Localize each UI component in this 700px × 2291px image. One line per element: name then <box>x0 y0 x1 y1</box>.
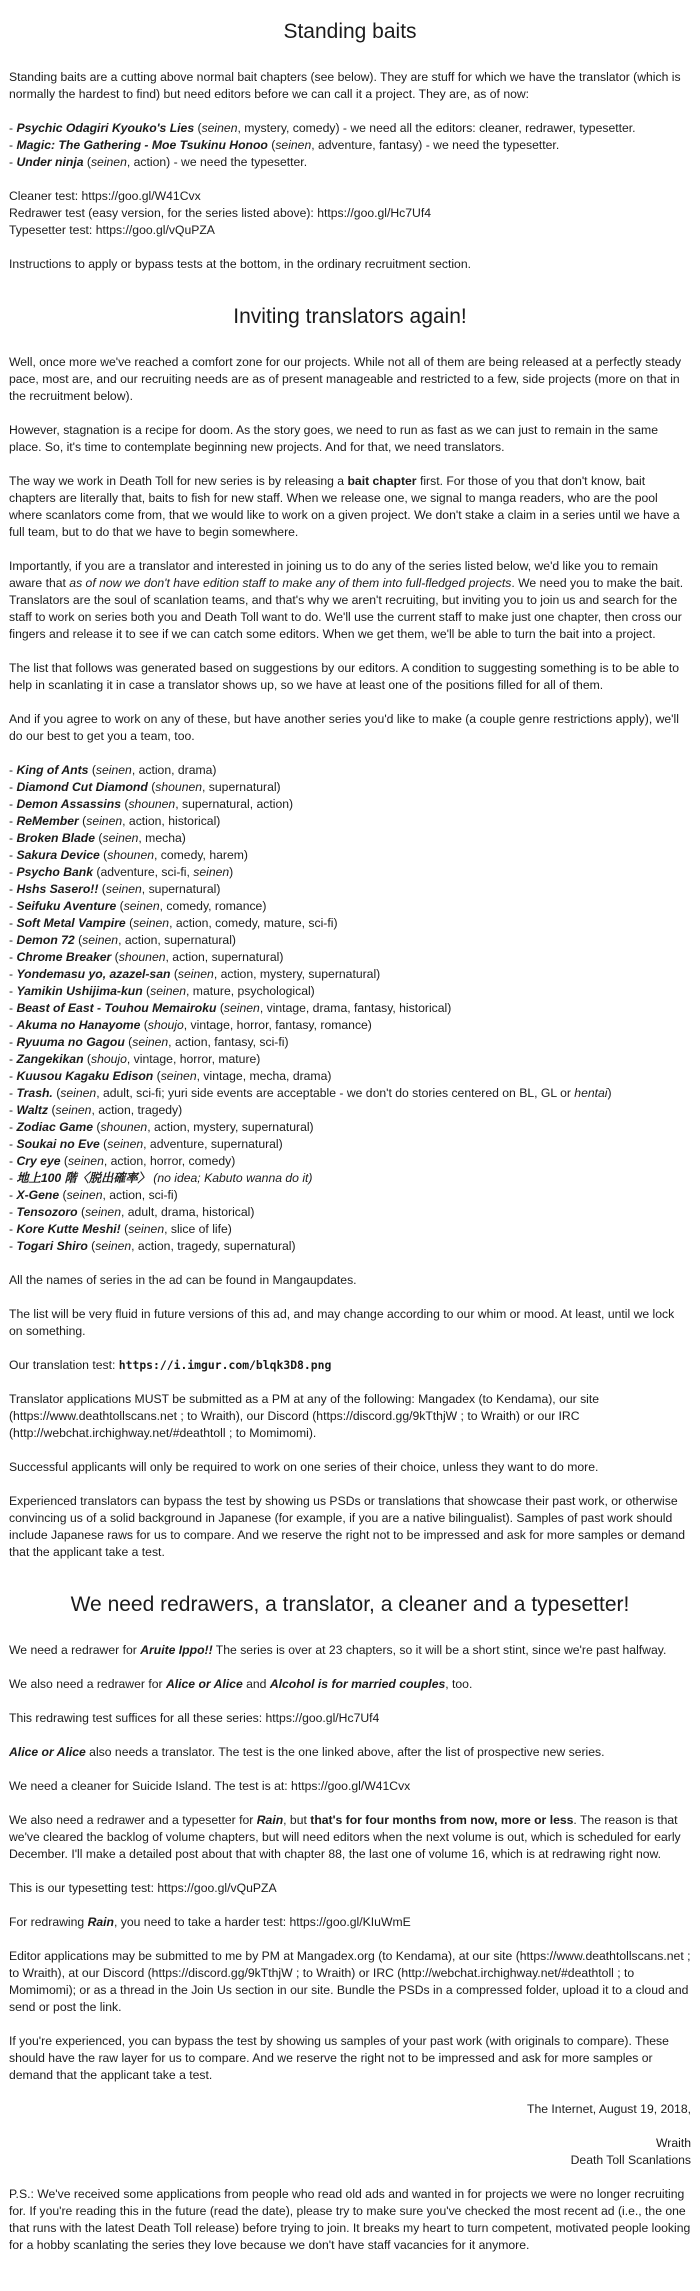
text-run: seinen <box>133 916 170 930</box>
text-run: - <box>9 916 17 930</box>
text-run: seinen <box>123 899 160 913</box>
url-text: https://i.imgur.com/blqk3D8.png <box>118 1358 332 1372</box>
series-list-item <box>9 983 691 1000</box>
series-list-item <box>9 1085 691 1102</box>
text-run: ( <box>83 1052 91 1066</box>
text-run: Death Toll Scanlations <box>570 2153 691 2167</box>
url-text: Redrawer test (easy version, for the series listed above): https://goo.gl/Hc7Uf4 <box>9 206 432 220</box>
series-title: Under ninja <box>16 155 84 169</box>
series-list-item <box>9 796 691 813</box>
text-run: , supernatural) <box>202 780 281 794</box>
text-run: , action, mystery, supernatural) <box>147 1120 314 1134</box>
text-run: - <box>9 933 17 947</box>
series-list-item <box>9 1017 691 1034</box>
series-list-item <box>9 898 691 915</box>
text-run: - <box>9 1035 17 1049</box>
text-run: Translator applications MUST be submitted as a PM at any of the following: Mangadex (to Kendama), our site (https://www.deathtollscans.net ; to Wraith), our Discord (https://discord.gg/9kTthjW ; to Wraith) or our IRC (http://webchat.irchighway.net/#deathtoll ; to Momimomi). <box>9 1392 600 1440</box>
text-run: bait chapter <box>347 474 417 488</box>
text-run: ( <box>267 138 276 152</box>
text-run: , vintage, horror, fantasy, romance) <box>183 1018 372 1032</box>
series-title: Demon Assassins <box>16 797 121 811</box>
series-list-item <box>9 915 691 932</box>
series-title: Rain <box>87 1915 114 1929</box>
text-run: - <box>9 848 17 862</box>
text-run: seinen <box>193 865 230 879</box>
text-run: - <box>9 865 17 879</box>
series-title: Magic: The Gathering - Moe Tsukinu Honoo <box>16 138 268 152</box>
series-title: Sakura Device <box>16 848 100 862</box>
text-run: , action, historical) <box>122 814 221 828</box>
text-run: Experienced translators can bypass the test by showing us PSDs or translations that showcase their past work, or otherwise convincing us of a solid background in Japanese (for example, if you are a native bilingualist). Samples of past work should include Japanese raws for us to compare. And we reserve the right not to be impressed and ask for more samples or demand that the applicant take a test. <box>9 1494 686 1559</box>
text-run: , too. <box>445 1677 473 1691</box>
text-run: , action, mystery, supernatural) <box>213 967 381 981</box>
paragraph-standing-baits-intro <box>9 69 691 103</box>
text-run: Importantly, if you are a translator and interested in joining us to do any of the series listed below, we'd like you to remain aware that <box>9 559 659 590</box>
series-title: Zangekikan <box>16 1052 84 1066</box>
series-title: Diamond Cut Diamond <box>16 780 148 794</box>
text-run: , action, horror, comedy) <box>103 1154 236 1168</box>
paragraph-bait-chapter-explain <box>9 473 691 541</box>
text-run: , supernatural, action) <box>175 797 294 811</box>
text-run: (no idea; Kabuto wanna do it) <box>153 1171 313 1185</box>
paragraph-translator-applications <box>9 1391 691 1442</box>
text-run: , action, drama) <box>131 763 217 777</box>
text-run: ( <box>111 950 119 964</box>
text-run: , mature, psychological) <box>186 984 315 998</box>
text-run: shoujo <box>147 1018 184 1032</box>
series-title: Alice or Alice <box>165 1677 243 1691</box>
text-run: - <box>9 814 17 828</box>
text-run: ( <box>99 1137 108 1151</box>
text-run: seinen <box>160 1069 197 1083</box>
paragraph-alice-alcohol <box>9 1676 691 1693</box>
paragraph-one-series <box>9 1459 691 1476</box>
series-title: Zodiac Game <box>16 1120 93 1134</box>
paragraph-rain <box>9 1812 691 1863</box>
series-list-item <box>9 1068 691 1085</box>
text-run: that's for four months from now, more or less <box>310 1813 574 1827</box>
series-title: Soukai no Eve <box>16 1137 100 1151</box>
text-run: , vintage, mecha, drama) <box>196 1069 332 1083</box>
text-run: ( <box>116 899 124 913</box>
text-run: Standing baits <box>283 20 417 43</box>
paragraph-gap <box>9 1255 691 1272</box>
text-run: seinen <box>90 155 127 169</box>
series-list-item <box>9 1034 691 1051</box>
text-run: - <box>9 1018 17 1032</box>
text-run: seinen <box>82 933 119 947</box>
text-run: The series is over at 23 chapters, so it will be a short stint, since we're past halfway. <box>212 1643 667 1657</box>
text-run: All the names of series in the ad can be found in Mangaupdates. <box>9 1273 357 1287</box>
series-title: Cry eye <box>16 1154 61 1168</box>
text-run: ( <box>142 984 151 998</box>
text-run: ( <box>121 797 129 811</box>
series-list-item <box>9 1221 691 1238</box>
paragraph-aruite-ippo <box>9 1642 691 1659</box>
text-run: We also need a redrawer and a typesetter for <box>9 1813 257 1827</box>
text-run: For redrawing <box>9 1915 88 1929</box>
paragraph-comfort-zone <box>9 354 691 405</box>
text-run: The way we work in Death Toll for new series is by releasing a <box>9 474 348 488</box>
text-run: - <box>9 1069 17 1083</box>
text-run: ( <box>48 1103 56 1117</box>
series-list-item <box>9 1136 691 1153</box>
series-list-item <box>9 1187 691 1204</box>
series-title: Kuusou Kagaku Edison <box>16 1069 154 1083</box>
text-run: ( <box>74 933 83 947</box>
url-text: Cleaner test: https://goo.gl/W41Cvx <box>9 189 201 203</box>
text-run: Editor applications may be submitted to me by PM at Mangadex.org (to Kendama), at our site (https://www.deathtollscans.net ; to Wraith), at our Discord (https://discord.gg/9kTthjW ; to Wraith) or IRC (http://webchat.irchighway.net/#deathtoll ; to Momimomi); or as a thread in the Join Us section in our site. Bundle the PSDs in a compressed folder, upload it to a cloud and send or post the link. <box>9 1949 691 2014</box>
text-run: We need a redrawer for <box>9 1643 141 1657</box>
paragraph-editor-applications <box>9 1948 691 2016</box>
paragraph-alice-translator <box>9 1744 691 1761</box>
text-run: seinen <box>128 1222 165 1236</box>
text-run: Well, once more we've reached a comfort zone for our projects. While not all of them are being released at a perfectly steady pace, most are, and our recruiting needs are as of present manageable and restricted to a few, side projects (more on that in the recruitment below). <box>9 355 682 403</box>
text-run: seinen <box>132 1035 169 1049</box>
text-run: The list will be very fluid in future versions of this ad, and may change according to our whim or mood. At least, until we lock on something. <box>9 1307 675 1338</box>
series-title: Demon 72 <box>16 933 75 947</box>
series-list-item <box>9 949 691 966</box>
paragraph-list-origin <box>9 660 691 694</box>
series-list-item <box>9 1000 691 1017</box>
text-run: - <box>9 121 17 135</box>
series-list-item <box>9 1238 691 1255</box>
title-inviting-translators <box>9 303 691 330</box>
text-run: ( <box>170 967 178 981</box>
text-run: seinen <box>67 1154 104 1168</box>
text-run: - <box>9 984 17 998</box>
text-run: seinen <box>86 814 123 828</box>
series-title: Psychic Odagiri Kyouko's Lies <box>16 121 195 135</box>
text-run: , action, comedy, mature, sci-fi) <box>169 916 338 930</box>
series-title: Soft Metal Vampire <box>16 916 126 930</box>
text-run: seinen <box>66 1188 103 1202</box>
text-run: , action, sci-fi) <box>102 1188 178 1202</box>
bait-list-item <box>9 137 691 154</box>
text-run: And if you agree to work on any of these, but have another series you'd like to make (a couple genre restrictions apply), we'll do our best to get you a team, too. <box>9 712 679 743</box>
text-run: shounen <box>128 797 176 811</box>
paragraph-translation-test <box>9 1357 691 1374</box>
paragraph-rain-harder-test <box>9 1914 691 1931</box>
series-title: Akuma no Hanayome <box>16 1018 141 1032</box>
text-run: seinen <box>107 1137 144 1151</box>
text-run: , action, supernatural) <box>118 933 236 947</box>
text-run: , slice of life) <box>164 1222 232 1236</box>
text-run: Standing baits are a cutting above normal bait chapters (see below). They are stuff for which we have the translator (which is normally the hardest to find) but need editors before we can call it a project. They are, as of now: <box>9 70 681 101</box>
text-run: , vintage, horror, mature) <box>126 1052 261 1066</box>
series-title: Trash. <box>16 1086 53 1100</box>
series-title: ReMember <box>16 814 79 828</box>
text-run: , adventure, supernatural) <box>143 1137 283 1151</box>
text-run: , supernatural) <box>141 882 221 896</box>
text-run: ) <box>229 865 234 879</box>
text-run: The Internet, August 19, 2018, <box>527 2102 691 2116</box>
text-run: - <box>9 899 17 913</box>
series-list-item <box>9 1102 691 1119</box>
series-list-item <box>9 1051 691 1068</box>
paragraph-importantly <box>9 558 691 643</box>
text-run: shounen <box>118 950 166 964</box>
text-run: ( <box>88 763 96 777</box>
series-list-item <box>9 1170 691 1187</box>
series-title: Hshs Sasero!! <box>16 882 99 896</box>
text-run: , adult, sci-fi; yuri side events are acceptable - we don't do stories centered on BL, GL or <box>96 1086 575 1100</box>
text-run: , action, fantasy, sci-fi) <box>168 1035 289 1049</box>
text-run: If you're experienced, you can bypass the test by showing us samples of your past work (with originals to compare). These should have the raw layer for us to compare. And we reserve the right not to be impressed and ask for more samples or demand that the applicant take a test. <box>9 2034 669 2082</box>
series-title: Togari Shiro <box>16 1239 88 1253</box>
text-run: , comedy, harem) <box>154 848 248 862</box>
series-list-item <box>9 830 691 847</box>
text-run: . The reason is that we've cleared the backlog of volume chapters, but will need editors when the next volume is out, which is scheduled for early December. I'll make a detailed post about that with chapter 88, the last one of volume 16, which is at redrawing right now. <box>9 1813 681 1861</box>
title-standing-baits <box>9 18 691 45</box>
series-list-item <box>9 881 691 898</box>
series-title: Ryuuma no Gagou <box>16 1035 125 1049</box>
series-title: Alice or Alice <box>9 1745 86 1759</box>
text-run: - <box>9 780 17 794</box>
text-run: - <box>9 1001 17 1015</box>
text-run: However, stagnation is a recipe for doom. As the story goes, we need to run as fast as we can just to remain in the same place. So, it's time to contemplate beginning new projects. And for that, we need translators. <box>9 423 658 454</box>
text-run: , adult, drama, historical) <box>121 1205 255 1219</box>
series-list-item <box>9 932 691 949</box>
series-title: King of Ants <box>16 763 89 777</box>
paragraph-other-series <box>9 711 691 745</box>
series-title: Alcohol is for married couples <box>269 1677 446 1691</box>
series-list-item <box>9 813 691 830</box>
series-title: Seifuku Aventure <box>16 899 117 913</box>
text-run: - <box>9 1222 17 1236</box>
text-run: , mystery, comedy) - we need all the editors: cleaner, redrawer, typesetter. <box>237 121 636 135</box>
text-run: - <box>9 763 17 777</box>
text-run: - <box>9 1205 17 1219</box>
text-run: ( <box>78 814 87 828</box>
text-run: ( <box>60 1154 68 1168</box>
text-run: shoujo <box>90 1052 127 1066</box>
text-run: This is our typesetting test: https://goo.gl/vQuPZA <box>9 1881 277 1895</box>
text-run: ) <box>607 1086 612 1100</box>
text-run: ( <box>194 121 202 135</box>
text-run: ( <box>153 1069 161 1083</box>
text-run: - <box>9 882 17 896</box>
text-run: - <box>9 797 17 811</box>
text-run: seinen <box>85 1205 121 1219</box>
paragraph-editor-bypass <box>9 2033 691 2084</box>
text-run: Our translation test: <box>9 1358 119 1372</box>
text-run: shounen <box>100 1120 148 1134</box>
text-run: ( <box>120 1222 129 1236</box>
text-run: , comedy, romance) <box>159 899 267 913</box>
series-title: Waltz <box>16 1103 49 1117</box>
series-title: Broken Blade <box>16 831 96 845</box>
text-run: (adventure, sci-fi, <box>93 865 194 879</box>
paragraph-mangaupdates <box>9 1272 691 1289</box>
text-run: seinen <box>150 984 187 998</box>
text-run: - <box>9 1120 17 1134</box>
text-run: - <box>9 831 17 845</box>
text-run: ( <box>99 848 108 862</box>
text-run: ( <box>140 1018 148 1032</box>
paragraph-gap <box>9 171 691 188</box>
text-run: ( <box>52 1086 61 1100</box>
text-run: seinen <box>223 1001 260 1015</box>
text-run: hentai <box>574 1086 608 1100</box>
text-run: , action) - we need the typesetter. <box>126 155 308 169</box>
text-run: , action, supernatural) <box>165 950 284 964</box>
text-run: as of now we don't have edition staff to make any of them into full-fledged projects <box>69 576 512 590</box>
text-run: - <box>9 950 17 964</box>
series-title: Beast of East - Touhou Memairoku <box>16 1001 217 1015</box>
text-run: seinen <box>95 763 132 777</box>
text-run: ( <box>77 1205 86 1219</box>
series-title: Aruite Ippo!! <box>140 1643 213 1657</box>
text-run: - <box>9 967 17 981</box>
paragraph-redrawing-test <box>9 1710 691 1727</box>
text-run: Wraith <box>656 2136 691 2150</box>
paragraph-instructions-note <box>9 256 691 273</box>
text-run: ( <box>59 1188 67 1202</box>
series-list-item <box>9 1153 691 1170</box>
text-run: ( <box>87 1239 96 1253</box>
paragraph-test-links <box>9 188 691 239</box>
text-run: first. For those of you that don't know, bait chapters are literally that, baits to fish for new staff. When we release one, we signal to manga readers, who are the pool where scanlators come from, that we would like to work on a given project. We don't stake a claim in a series until we have a full team, but to do that we have to begin somewhere. <box>9 474 680 539</box>
series-list-item <box>9 966 691 983</box>
text-run: seinen <box>201 121 238 135</box>
text-run: - <box>9 1188 17 1202</box>
text-run: seinen <box>105 882 142 896</box>
text-run: - <box>9 1086 17 1100</box>
text-run: seinen <box>95 1239 132 1253</box>
text-run: shounen <box>107 848 155 862</box>
text-run: Inviting translators again! <box>233 305 467 328</box>
text-run: seinen <box>102 831 139 845</box>
bait-list-item <box>9 154 691 171</box>
text-run: , you need to take a harder test: https://goo.gl/KIuWmE <box>114 1915 411 1929</box>
text-run: This redrawing test suffices for all these series: https://goo.gl/Hc7Uf4 <box>9 1711 380 1725</box>
text-run: P.S.: We've received some applications from people who read old ads and wanted in for projects we were no longer recruiting for. If you're reading this in the future (read the date), please try to make sure you've checked the most recent ad (i.e., the one that runs with the latest Death Toll release) before trying to join. It breaks my heart to turn competent, motivated people looking for a hobby scanlating the series they love because we don't have staff vacancies for it anymore. <box>9 2187 691 2252</box>
series-title: Psycho Bank <box>16 865 93 879</box>
text-run: We need redrawers, a translator, a cleaner and a typesetter! <box>70 1593 630 1616</box>
text-run: ( <box>147 780 156 794</box>
text-run: also needs a translator. The test is the one linked above, after the list of prospective new series. <box>85 1745 605 1759</box>
paragraph-suicide-island <box>9 1778 691 1795</box>
series-list-item <box>9 1119 691 1136</box>
text-run: ( <box>95 831 103 845</box>
text-run: We also need a redrawer for <box>9 1677 166 1691</box>
text-run: , action, tragedy, supernatural) <box>131 1239 296 1253</box>
text-run: seinen <box>177 967 214 981</box>
title-we-need-redrawers <box>9 1591 691 1618</box>
text-run: seinen <box>55 1103 92 1117</box>
text-run: , vintage, drama, fantasy, historical) <box>259 1001 452 1015</box>
url-text: Typesetter test: https://goo.gl/vQuPZA <box>9 223 215 237</box>
series-title: Chrome Breaker <box>16 950 112 964</box>
series-title: Yondemasu yo, azazel-san <box>16 967 171 981</box>
text-run: Successful applicants will only be required to work on one series of their choice, unless they want to do more. <box>9 1460 599 1474</box>
text-run: - <box>9 155 17 169</box>
series-list-item <box>9 762 691 779</box>
paragraph-stagnation <box>9 422 691 456</box>
text-run: and <box>242 1677 270 1691</box>
series-list-item <box>9 779 691 796</box>
text-run: ( <box>125 916 134 930</box>
text-run: - <box>9 1052 17 1066</box>
series-list-item <box>9 864 691 881</box>
text-run: - <box>9 138 17 152</box>
paragraph-typesetting-test <box>9 1880 691 1897</box>
series-title: Rain <box>256 1813 284 1827</box>
text-run: , mecha) <box>138 831 186 845</box>
series-title: Tensozoro <box>16 1205 78 1219</box>
bait-list-item <box>9 120 691 137</box>
series-title: 地上100 階〈脱出確率〉 <box>16 1171 150 1185</box>
text-run: , but <box>283 1813 311 1827</box>
signature-date <box>9 2101 691 2118</box>
text-run: ( <box>83 155 91 169</box>
text-run: - <box>9 1239 17 1253</box>
text-run: , adventure, fantasy) - we need the typesetter. <box>311 138 560 152</box>
paragraph-postscript <box>9 2186 691 2254</box>
text-run: seinen <box>60 1086 97 1100</box>
paragraph-translator-bypass <box>9 1493 691 1561</box>
signature-name <box>9 2135 691 2169</box>
series-title: X-Gene <box>16 1188 60 1202</box>
text-run: - <box>9 1154 17 1168</box>
text-run: . We need you to make the bait. Translators are the soul of scanlation teams, and that's why we aren't recruiting, but inviting you to join us and search for the staff to work on series both you and Death Toll want to do. We'll use the current staff to make just one chapter, then cross our fingers and release it to see if we can catch some editors. When we get them, we'll be able to turn the bait into a project. <box>9 576 684 641</box>
text-run: - <box>9 1171 17 1185</box>
text-run: Instructions to apply or bypass tests at the bottom, in the ordinary recruitment section. <box>9 257 471 271</box>
text-run: ( <box>124 1035 133 1049</box>
text-run: The list that follows was generated based on suggestions by our editors. A condition to suggesting something is to be able to help in scanlating it in case a translator shows up, so we have at least one of the positions filled for all of them. <box>9 661 680 692</box>
series-list-item <box>9 847 691 864</box>
text-run: We need a cleaner for Suicide Island. The test is at: https://goo.gl/W41Cvx <box>9 1779 411 1793</box>
text-run: seinen <box>275 138 312 152</box>
text-run: ( <box>216 1001 224 1015</box>
text-run: , action, tragedy) <box>91 1103 183 1117</box>
paragraph-list-fluid <box>9 1306 691 1340</box>
text-run: - <box>9 1103 17 1117</box>
text-run: shounen <box>155 780 203 794</box>
series-title: Yamikin Ushijima-kun <box>16 984 143 998</box>
series-list-item <box>9 1204 691 1221</box>
text-run: - <box>9 1137 17 1151</box>
text-run: ( <box>93 1120 101 1134</box>
series-title: Kore Kutte Meshi! <box>16 1222 121 1236</box>
text-run: ( <box>98 882 106 896</box>
